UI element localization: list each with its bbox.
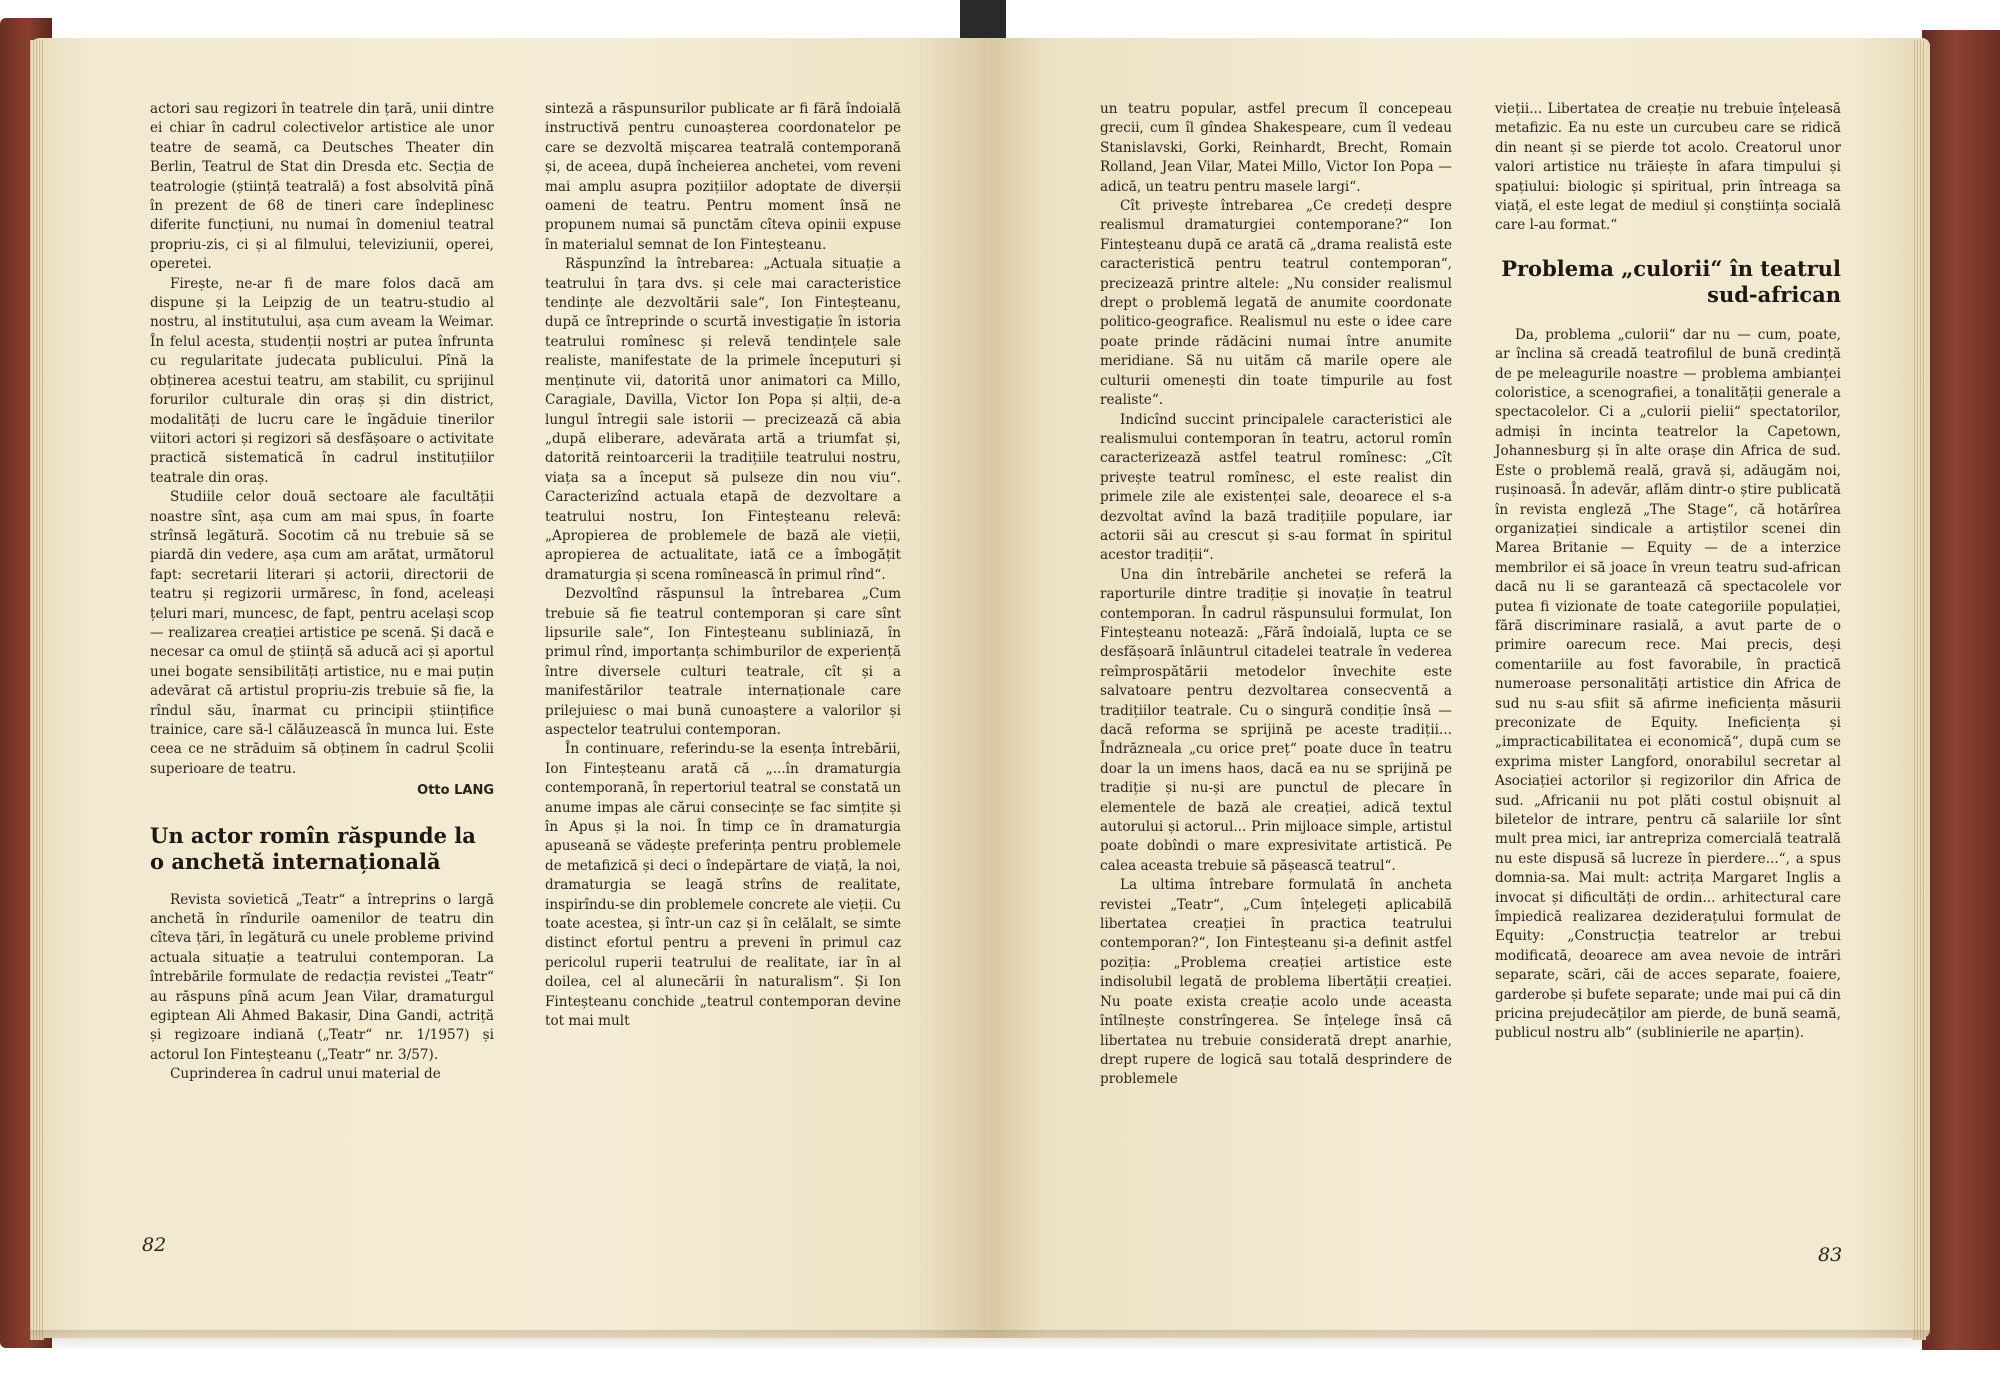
paragraph: Dezvoltînd răspunsul la întrebarea „Cum trebuie să fie teatrul contemporan și care sînt lipsurile sale“, Ion Finteșteanu subliniază, în primul rînd, importanța schimburilor de experiență între diversele culturi teatrale, cît și a manifestărilor teatrale internaționale care prilejuiesc o mai bună cunoaștere a valorilor și aspectelor teatrului contemporan. [545, 586, 901, 738]
right-page-column-2 [1495, 100, 1841, 1044]
paragraph: Indicînd succint principalele caracteristici ale realismului contemporan în teatru, actorul romîn caracterizează astfel teatrul romînesc: „Cît privește teatrul romînesc, el este realist din primele zile ale existenței sale, deoarece el s-a dezvoltat avînd la bază tradițiile populare, iar actorii săi au crescut și s-au format în spiritul acestor tradiții“. [1100, 411, 1452, 564]
paragraph: un teatru popular, astfel precum îl concepeau grecii, cum îl gîndea Shakespeare, cum îl vedeau Stanislavski, Gorki, Reinhardt, Brecht, Romain Rolland, Jean Vilar, Matei Millo, Victor Ion Popa — adică, un teatru pentru masele largi“. [1100, 101, 1452, 195]
paragraph: sinteză a răspunsurilor publicate ar fi fără îndoială instructivă pentru cunoașterea coordonatelor pe care se dezvoltă mișcarea teatrală contemporană și, de aceea, după încheierea anchetei, vom reveni mai amplu asupra pozițiilor adoptate de diverșii oameni de teatru. Pentru moment însă ne propunem numai să punctăm cîteva opinii expuse în materialul semnat de Ion Finteșteanu. [545, 101, 901, 253]
article-heading: Un actor romîn răspunde la o anchetă internațională [150, 822, 476, 874]
article-heading: Problema „culorii“ în teatrul sud-african [1501, 255, 1841, 307]
paragraph: La ultima întrebare formulată în ancheta revistei „Teatr“, „Cum înțelegeți aplicabilă libertatea creației în practica teatrului contemporan?“, Ion Finteșteanu și-a definit astfel poziția: „Problema creației artistice este indisolubil legată de problema libertății creației. Nu poate exista creație acolo unde aceasta întîlnește constrîngerea. Se înțelege însă că libertatea nu trebuie considerată drept anarhie, drept rupere de logică sau totală desprindere de problemele [1100, 877, 1452, 1088]
book-cover-right [1922, 30, 2000, 1350]
paragraph: vieții... Libertatea de creație nu trebuie înțeleasă metafizic. Ea nu este un curcubeu care se ridică din neant și se pierde tot acolo. Creatorul unor valori artistice nu trăiește în afara timpului și spațiului: biologic și spiritual, prin întreaga sa viață, el este legat de mediul și conștiința socială care l-au format.“ [1495, 101, 1841, 234]
right-page [990, 38, 1930, 1338]
page-bottom-shadow [30, 1330, 1930, 1350]
paragraph: Cuprinderea în cadrul unui material de [170, 1066, 441, 1083]
left-page-column-2 [545, 100, 901, 1032]
paragraph: Revista sovietică „Teatr“ a întreprins o largă anchetă în rîndurile oamenilor de teatru din cîteva țări, în legătură cu unele probleme privind actuala situație a teatrului contemporan. La întrebările formulate de redacția revistei „Teatr“ au răspuns pînă acum Jean Vilar, dramaturgul egiptean Ali Ahmed Bakasir, Dina Gandi, actriță și regizoare indiană („Teatr“ nr. 1/1957) și actorul Ion Finteșteanu („Teatr“ nr. 3/57). [150, 891, 494, 1063]
page-edges-left [30, 40, 44, 1340]
paragraph: actori sau regizori în teatrele din țară, unii dintre ei chiar în cadrul colectivelor artistice ale unor teatre de seamă, ca Deutsches Theater din Berlin, Teatrul de Stat din Dresda etc. Secția de teatrologie (știință teatrală) a fost absolvită pînă în prezent de 68 de tineri care îndeplinesc diferite funcțiuni, nu numai în domeniul teatral propriu-zis, ci și al filmului, televiziunii, operei, operetei. [150, 101, 494, 273]
page-number: 82 [142, 1234, 167, 1256]
left-page [30, 38, 990, 1338]
article-signature: Otto LANG [417, 783, 494, 799]
right-page-column-1 [1100, 100, 1452, 1090]
page-number: 83 [1818, 1244, 1843, 1266]
paragraph: Răspunzînd la întrebarea: „Actuala situație a teatrului în țara dvs. și cele mai caracteristice tendințe ale dezvoltării sale“, Ion Finteșteanu, după ce întreprinde o scurtă investigație în istoria teatrului romînesc și relevă tendințele sale realiste, manifestate de la primele începuturi și menținute vii, datorită unor animatori ca Millo, Caragiale, Davilla, Victor Ion Popa și alții, de-a lungul întregii sale istorii — precizează că abia „după eliberare, adevărata artă a triumfat și, datorită reintoarcerii la tradițiile teatrului nostru, viața sa a început să pulseze din nou viu“. Caracterizînd actuala etapă de dezvoltare a teatrului nostru, Ion Finteșteanu relevă: „Apropierea de problemele de bază ale vieții, apropierea de actualitate, iată ce a îmbogățit dramaturgia și scena romînească în primul rînd“. [545, 256, 901, 583]
paragraph: Da, problema „culorii“ dar nu — cum, poate, ar înclina să creadă teatrofilul de bună credință de pe meleagurile noastre — problema ambianței coloristice, a scenografiei, a tonalității generale a spectacolelor. Ci a „culorii pielii“ spectatorilor, admiși în incinta teatrelor la Capetown, Johannesburg și în alte orașe din Africa de sud. Este o problemă reală, gravă și, adăugăm noi, rușinoasă. În adevăr, aflăm dintr-o știre publicată în revista engleză „The Stage“, că hotărîrea organizației sindicale a artiștilor scenei din Marea Britanie — Equity — de a interzice membrilor ei să joace în vreun teatru sud-african dacă nu li se garantează că spectacolele vor putea fi vizionate de toate categoriile populației, fără discriminare rasială, a avut parte de o primire oarecum rece. Mai precis, deși comentariile au fost favorabile, în practică numeroase personalități artistice din Africa de sud nu s-au sfiit să afirme ineficiența măsurii preconizate de Equity. Ineficiența și „impracticabilitatea ei economică“, după cum se exprima mister Langford, onorabilul secretar al Asociației actorilor și regizorilor din Africa de sud. „Africanii nu pot plăti costul obișnuit al biletelor de intrare, pentru că salariile lor sînt mult prea mici, iar antrepriza comercială teatrală nu este dispusă să lucreze în pierdere...“, a spus domnia-sa. Mai mult: actrița Margaret Inglis a invocat și dificultăți de ordin... arhitectural care împiedică realizarea deziderațului formulat de Equity: „Construcția teatrelor ar trebui modificată, deoarece am avea nevoie de intrări separate, scări, căi de acces separate, foaiere, garderobe și bufete separate; unde mai pui că din pricina prejudecăților am pierde, de bună seamă, publicul nostru alb“ (sublinierile ne aparțin). [1495, 326, 1841, 1042]
paragraph: Firește, ne-ar fi de mare folos dacă am dispune și la Leipzig de un teatru-studio al nostru, al institutului, așa cum aveam la Weimar. În felul acesta, studenții noștri ar putea înfrunta cu regularitate judecata publicului. Pînă la obținerea acestui teatru, am stabilit, cu sprijinul forurilor culturale din oraș și din district, modalități de lucru care le îngăduie tinerilor viitori actori și regizori să desfășoare o activitate practică sistematică în cadrul instituțiilor teatrale din oraș. [150, 275, 494, 486]
spine-gap [960, 0, 1006, 40]
left-page-column-1 [150, 100, 494, 1085]
paragraph: Una din întrebările anchetei se referă la raporturile dintre tradiție și inovație în teatrul contemporan. În cadrul răspunsului formulat, Ion Finteșteanu notează: „Fără îndoială, lupta ce se desfășoară înlăuntrul citadelei teatrale în vederea reîmprospătării metodelor învechite este salvatoare pentru dezvoltarea consecventă a tradițiilor teatrale. Cu o singură condiție însă — dacă reforma se sprijină pe aceste tradiții... Îndrăzneala „cu orice preț“ poate duce în teatru doar la un imens haos, dacă ea nu se sprijină pe tradiție și nu-și are punctul de plecare în elementele de bază ale creației, adică textul autorului și actorul... Prin mijloace simple, artistul poate dobîndi o mare expresivitate artistică. Pe calea aceasta trebuie să pășească teatrul“. [1100, 566, 1452, 874]
paragraph: Studiile celor două sectoare ale facultății noastre sînt, așa cum am mai spus, în foarte strînsă legătură. Socotim că nu trebuie să se piardă din vedere, așa cum am arătat, următorul fapt: secretarii literari și actorii, directorii de teatru și regizorii urmăresc, în fond, aceleași țeluri mari, muncesc, de fapt, pentru același scop — realizarea creației artistice pe scenă. Și dacă e necesar ca omul de știință să aducă aci și aportul unei bogate sensibilități artistice, nu e mai puțin adevărat că artistul propriu-zis trebuie să fie, la rîndul său, înarmat cu principii științifice trainice, care să-l călăuzească în munca lui. Este ceea ce ne străduim să obținem în cadrul Școlii superioare de teatru. [150, 489, 494, 777]
paragraph: Cît privește întrebarea „Ce credeți despre realismul dramaturgiei contemporane?“ Ion Finteșteanu după ce arată că „drama realistă este caracteristică pentru teatrul contemporan“, precizează printre altele: „Nu consider realismul drept o problemă legată de anumite coordonate politico-geografice. Realismul nu este o idee care poate prinde rădăcini numai între anumite meridiane. Să nu uităm că marile opere ale culturii omenești din toate timpurile au fost realiste“. [1100, 198, 1452, 409]
paragraph: În continuare, referindu-se la esența întrebării, Ion Finteșteanu arată că „...în dramaturgia contemporană, în repertoriul teatral se constată un anume impas ale cărui consecințe se fac simțite și în Apus și la noi. În timp ce în dramaturgia apuseană se vădește preferința pentru problemele de metafizică și deci o îndepărtare de viață, la noi, dramaturgia se leagă strîns de realitate, inspirîndu-se din problemele concrete ale vieții. Cu toate acestea, și într-un caz și în celălalt, se simte distinct efortul pentru a preveni în primul caz pericolul ruperii teatrului de realitate, iar în al doilea, cel al alunecării în naturalism“. Și Ion Finteșteanu conchide „teatrul contemporan devine tot mai mult [545, 741, 901, 1030]
page-edges-right [1912, 40, 1926, 1340]
